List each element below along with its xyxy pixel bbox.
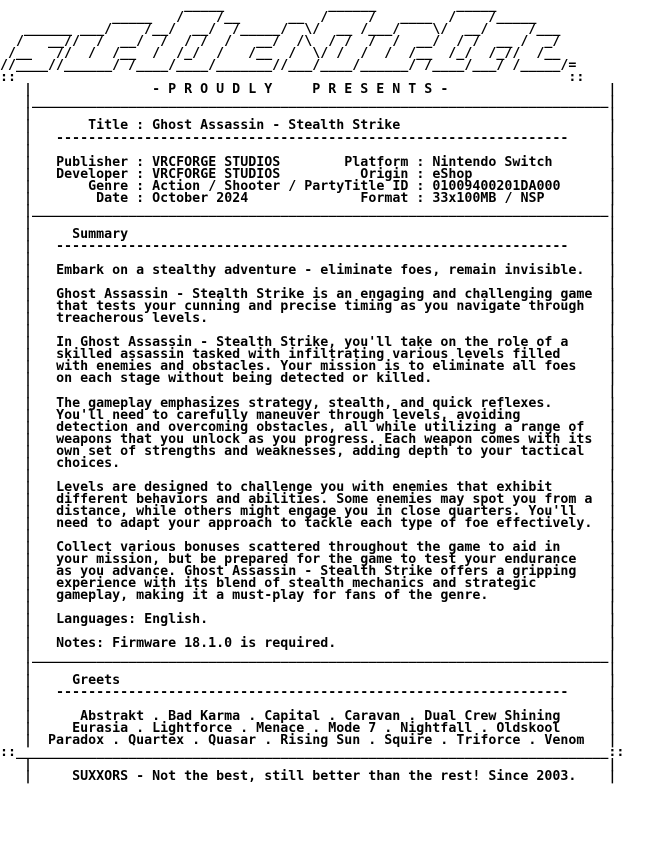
summary-line: Embark on a stealthy adventure - eliminate foes, remain invisible. xyxy=(56,263,585,279)
frame-right-border: | xyxy=(608,588,617,604)
frame-right-border: | xyxy=(608,528,617,544)
frame-left-border: | xyxy=(0,118,33,134)
frame-right-border: | xyxy=(608,166,617,182)
summary-line: experience with its blend of stealth mechanics and strategic xyxy=(56,576,537,592)
banner-logo-line: / __// / __/ / / / / __/ /\ / / / / __/ / / __ / _/ xyxy=(16,34,561,50)
frame-left-border: | xyxy=(0,455,33,471)
summary-line: You'll need to carefully maneuver through levels, avoiding xyxy=(56,407,521,423)
frame-left-border: | xyxy=(0,684,33,700)
info-value: 01009400201DA000 xyxy=(432,178,561,194)
spacing: : xyxy=(128,154,153,170)
frame-right-border: | xyxy=(608,154,617,170)
frame-left-border: | xyxy=(0,636,33,652)
info-value: 33x100MB / NSP xyxy=(432,190,545,206)
frame-right-border: | xyxy=(608,323,617,339)
frame-right-border: | xyxy=(608,226,617,242)
frame-left-border: | xyxy=(0,106,33,122)
footer-tagline: SUXXORS - Not the best, still better than the rest! Since 2003. xyxy=(72,769,577,784)
summary-line: Levels are designed to challenge you with enemies that exhibit xyxy=(56,479,553,495)
spacing: ---------------------------------------------------------------- xyxy=(32,130,569,146)
banner-logo-line: //____//______/ /____/____/_______//___/____/______/ /____/___/ /_____/= xyxy=(0,58,577,74)
greets-line: Abstrakt . Bad Karma . Capital . Caravan . Dual Crew Shining xyxy=(80,708,561,724)
info-label: Format xyxy=(344,190,409,206)
frame-right-border: | xyxy=(608,287,617,303)
frame-left-border: | xyxy=(0,624,33,640)
summary-line: Ghost Assassin - Stealth Strike is an engaging and challenging game xyxy=(56,287,593,303)
info-value: Nintendo Switch xyxy=(432,154,553,170)
summary-line: as you advance. Ghost Assassin - Stealth Strike offers a gripping xyxy=(56,564,577,580)
spacing: : xyxy=(128,190,153,206)
frame-right-border: | xyxy=(608,142,617,158)
frame-left-border: | xyxy=(0,696,33,712)
frame-right-border: | xyxy=(608,407,617,423)
frame-left-border: | xyxy=(0,130,33,146)
frame-right-border: | xyxy=(608,491,617,507)
frame-left-border: | xyxy=(0,275,33,291)
frame-right-border: | xyxy=(608,275,617,291)
frame-left-border: | xyxy=(0,395,33,411)
frame-right-border: | xyxy=(608,419,617,435)
frame-left-border: | xyxy=(0,407,33,423)
frame-right-border: | xyxy=(608,684,617,700)
frame-left-border: | xyxy=(0,516,33,532)
frame-right-border: | xyxy=(608,250,617,266)
frame-right-border: | xyxy=(608,769,617,784)
frame-right-border: | xyxy=(608,335,617,351)
spacing: : xyxy=(408,154,433,170)
frame-left-border: | xyxy=(0,335,33,351)
frame-left-border: | xyxy=(0,431,33,447)
frame-right-border: | xyxy=(608,479,617,495)
summary-line: Notes: Firmware 18.1.0 is required. xyxy=(56,636,337,652)
frame-left-border: | xyxy=(0,311,33,327)
summary-line: distance, while others might engage you in close quarters. You'll xyxy=(56,503,577,519)
frame-right-border: | xyxy=(608,431,617,447)
spacing: : xyxy=(408,166,433,182)
frame-left-border: | xyxy=(0,708,33,724)
info-label: Platform xyxy=(344,154,409,170)
frame-right-border: | xyxy=(608,624,617,640)
frame-left-border: | xyxy=(0,190,33,206)
frame-left-border: | xyxy=(0,528,33,544)
summary-line: Collect various bonuses scattered throughout the game to aid in xyxy=(56,540,561,556)
frame-right-border: | xyxy=(608,238,617,254)
frame-right-border: | xyxy=(608,371,617,387)
info-label: Developer xyxy=(56,166,129,182)
info-value: VRCFORGE STUDIOS xyxy=(152,154,281,170)
frame-left-border: | xyxy=(0,142,33,158)
section-divider: ::__________________________________________________________________________:: xyxy=(0,744,625,760)
spacing: : xyxy=(128,166,153,182)
frame-left-border: | xyxy=(0,299,33,315)
frame-right-border: | xyxy=(608,118,617,134)
frame-right-border: | xyxy=(608,178,617,194)
frame-right-border: | xyxy=(608,576,617,592)
frame-left-border: | xyxy=(0,612,33,628)
info-value: eShop xyxy=(432,166,473,182)
summary-line: choices. xyxy=(56,455,121,471)
summary-line: skilled assassin tasked with infiltrating various levels filled xyxy=(56,347,561,363)
frame-right-border: | xyxy=(608,190,617,206)
spacing: ---------------------------------------------------------------- xyxy=(32,684,569,700)
summary-line: gameplay, making it a must-play for fans of the genre. xyxy=(56,588,489,604)
frame-left-border: | xyxy=(0,178,33,194)
summary-line: weapons that you unlock as you progress. Each weapon comes with its xyxy=(56,431,593,447)
info-value: Action / Shooter / Party xyxy=(152,178,345,194)
frame-right-border: | xyxy=(608,106,617,122)
spacing: : xyxy=(128,178,153,194)
frame-right-border: | xyxy=(608,564,617,580)
summary-line: different behaviors and abilities. Some enemies may spot you from a xyxy=(56,491,593,507)
info-label: Title ID xyxy=(344,178,409,194)
frame-right-border: | xyxy=(608,540,617,556)
info-label: Publisher xyxy=(56,154,129,170)
frame-left-border: | xyxy=(0,383,33,399)
summary-line: In Ghost Assassin - Stealth Strike, you'll take on the role of a xyxy=(56,335,569,351)
frame-left-border: | xyxy=(0,660,33,676)
frame-left-border: | xyxy=(0,479,33,495)
frame-left-border: | xyxy=(0,323,33,339)
frame-left-border: | xyxy=(0,226,33,242)
greets-line: Paradox . Quartex . Quasar . Rising Sun . Squire . Triforce . Venom xyxy=(48,732,585,748)
section-divider: |________________________________________________________________________| xyxy=(24,202,617,218)
frame-right-border: | xyxy=(608,708,617,724)
frame-right-border: | xyxy=(608,732,617,748)
frame-left-border: | xyxy=(0,564,33,580)
greets-line: Eurasia . Lightforce . Menace . Mode 7 . Nightfall . Oldskool xyxy=(72,720,561,736)
frame-right-border: | xyxy=(608,311,617,327)
frame-right-border: | xyxy=(608,359,617,375)
frame-right-border: | xyxy=(608,455,617,471)
spacing: : xyxy=(408,190,433,206)
frame-right-border: | xyxy=(608,696,617,712)
frame-right-border: | xyxy=(608,82,617,98)
summary-line: need to adapt your approach to tackle each type of foe effectively. xyxy=(56,516,593,532)
banner-logo-line: _____ / /__ __ / / ____ / /_____ xyxy=(112,10,537,26)
greets-heading: Greets xyxy=(72,672,121,688)
frame-left-border: | xyxy=(0,371,33,387)
frame-left-border: | xyxy=(0,732,33,748)
frame-right-border: | xyxy=(608,600,617,616)
frame-left-border: | xyxy=(0,756,33,772)
frame-left-border: | xyxy=(0,263,33,279)
spacing xyxy=(32,769,72,784)
frame-right-border: | xyxy=(608,672,617,688)
frame-right-border: | xyxy=(608,299,617,315)
frame-left-border: | xyxy=(0,238,33,254)
frame-right-border: | xyxy=(608,756,617,772)
summary-line: own set of strengths and weaknesses, adding depth to your tactical xyxy=(56,443,585,459)
frame-left-border: | xyxy=(0,443,33,459)
frame-right-border: | xyxy=(608,383,617,399)
summary-line: that tests your cunning and precise timing as you navigate through xyxy=(56,299,585,315)
title-label: Title xyxy=(88,118,129,134)
summary-line: treacherous levels. xyxy=(56,311,209,327)
banner-logo-line: _____ ______ _____ xyxy=(184,0,497,13)
frame-right-border: | xyxy=(608,720,617,736)
banner-logo-line: ______ ___/ /__/ __/ /_____/ \/ __ /___/ \/ __/ /___ xyxy=(24,22,561,38)
info-label: Date xyxy=(56,190,129,206)
summary-line: detection and overcoming obstacles, all while utilizing a range of xyxy=(56,419,585,435)
frame-left-border: | xyxy=(0,82,33,98)
info-value: VRCFORGE STUDIOS xyxy=(152,166,281,182)
frame-left-border: | xyxy=(0,154,33,170)
frame-right-border: | xyxy=(608,636,617,652)
frame-left-border: | xyxy=(0,419,33,435)
frame-left-border: | xyxy=(0,250,33,266)
frame-right-border: | xyxy=(608,467,617,483)
frame-right-border: | xyxy=(608,443,617,459)
frame-left-border: | xyxy=(0,503,33,519)
info-label: Genre xyxy=(56,178,129,194)
frame-left-border: | xyxy=(0,540,33,556)
frame-left-border: | xyxy=(0,588,33,604)
title-value: Ghost Assassin - Stealth Strike xyxy=(152,118,401,134)
frame-right-border: | xyxy=(608,395,617,411)
summary-line: on each stage without being detected or killed. xyxy=(56,371,433,387)
frame-left-border: | xyxy=(0,359,33,375)
summary-line: Languages: English. xyxy=(56,612,209,628)
frame-left-border: | xyxy=(0,600,33,616)
frame-left-border: | xyxy=(0,347,33,363)
frame-right-border: | xyxy=(608,660,617,676)
frame-left-border: | xyxy=(0,287,33,303)
frame-right-border: | xyxy=(608,612,617,628)
frame-left-border: | xyxy=(0,552,33,568)
frame-right-border: | xyxy=(608,503,617,519)
frame-right-border: | xyxy=(608,347,617,363)
summary-line: The gameplay emphasizes strategy, stealth, and quick reflexes. xyxy=(56,395,553,411)
frame-left-border: | xyxy=(0,576,33,592)
frame-left-border: | xyxy=(0,214,33,230)
spacing: ---------------------------------------------------------------- xyxy=(32,238,569,254)
summary-heading: Summary xyxy=(72,226,129,242)
info-value: October 2024 xyxy=(152,190,249,206)
frame-left-border: | xyxy=(0,467,33,483)
frame-left-border: | xyxy=(0,720,33,736)
spacing: : xyxy=(128,118,153,134)
banner-logo-line: /__ // / /__ / /_/ / /__ / \/ / / / /__ /_/ /_// /__ xyxy=(8,46,561,62)
section-divider: |________________________________________________________________________| xyxy=(24,648,617,664)
info-label: Origin xyxy=(344,166,409,182)
summary-line: with enemies and obstacles. Your mission is to eliminate all foes xyxy=(56,359,577,375)
frame-right-border: | xyxy=(608,516,617,532)
spacing: : xyxy=(408,178,433,194)
frame-right-border: | xyxy=(608,263,617,279)
frame-left-border: | xyxy=(0,769,33,784)
frame-left-border: | xyxy=(0,166,33,182)
frame-left-border: | xyxy=(0,491,33,507)
section-divider: |________________________________________________________________________| xyxy=(24,94,617,110)
summary-line: your mission, but be prepared for the game to test your endurance xyxy=(56,552,577,568)
frame-right-border: | xyxy=(608,214,617,230)
frame-right-border: | xyxy=(608,130,617,146)
frame-right-border: | xyxy=(608,552,617,568)
banner-logo-line: :: :: xyxy=(0,70,585,86)
frame-left-border: | xyxy=(0,672,33,688)
presents-text: - P R O U D L Y P R E S E N T S - xyxy=(152,82,449,98)
